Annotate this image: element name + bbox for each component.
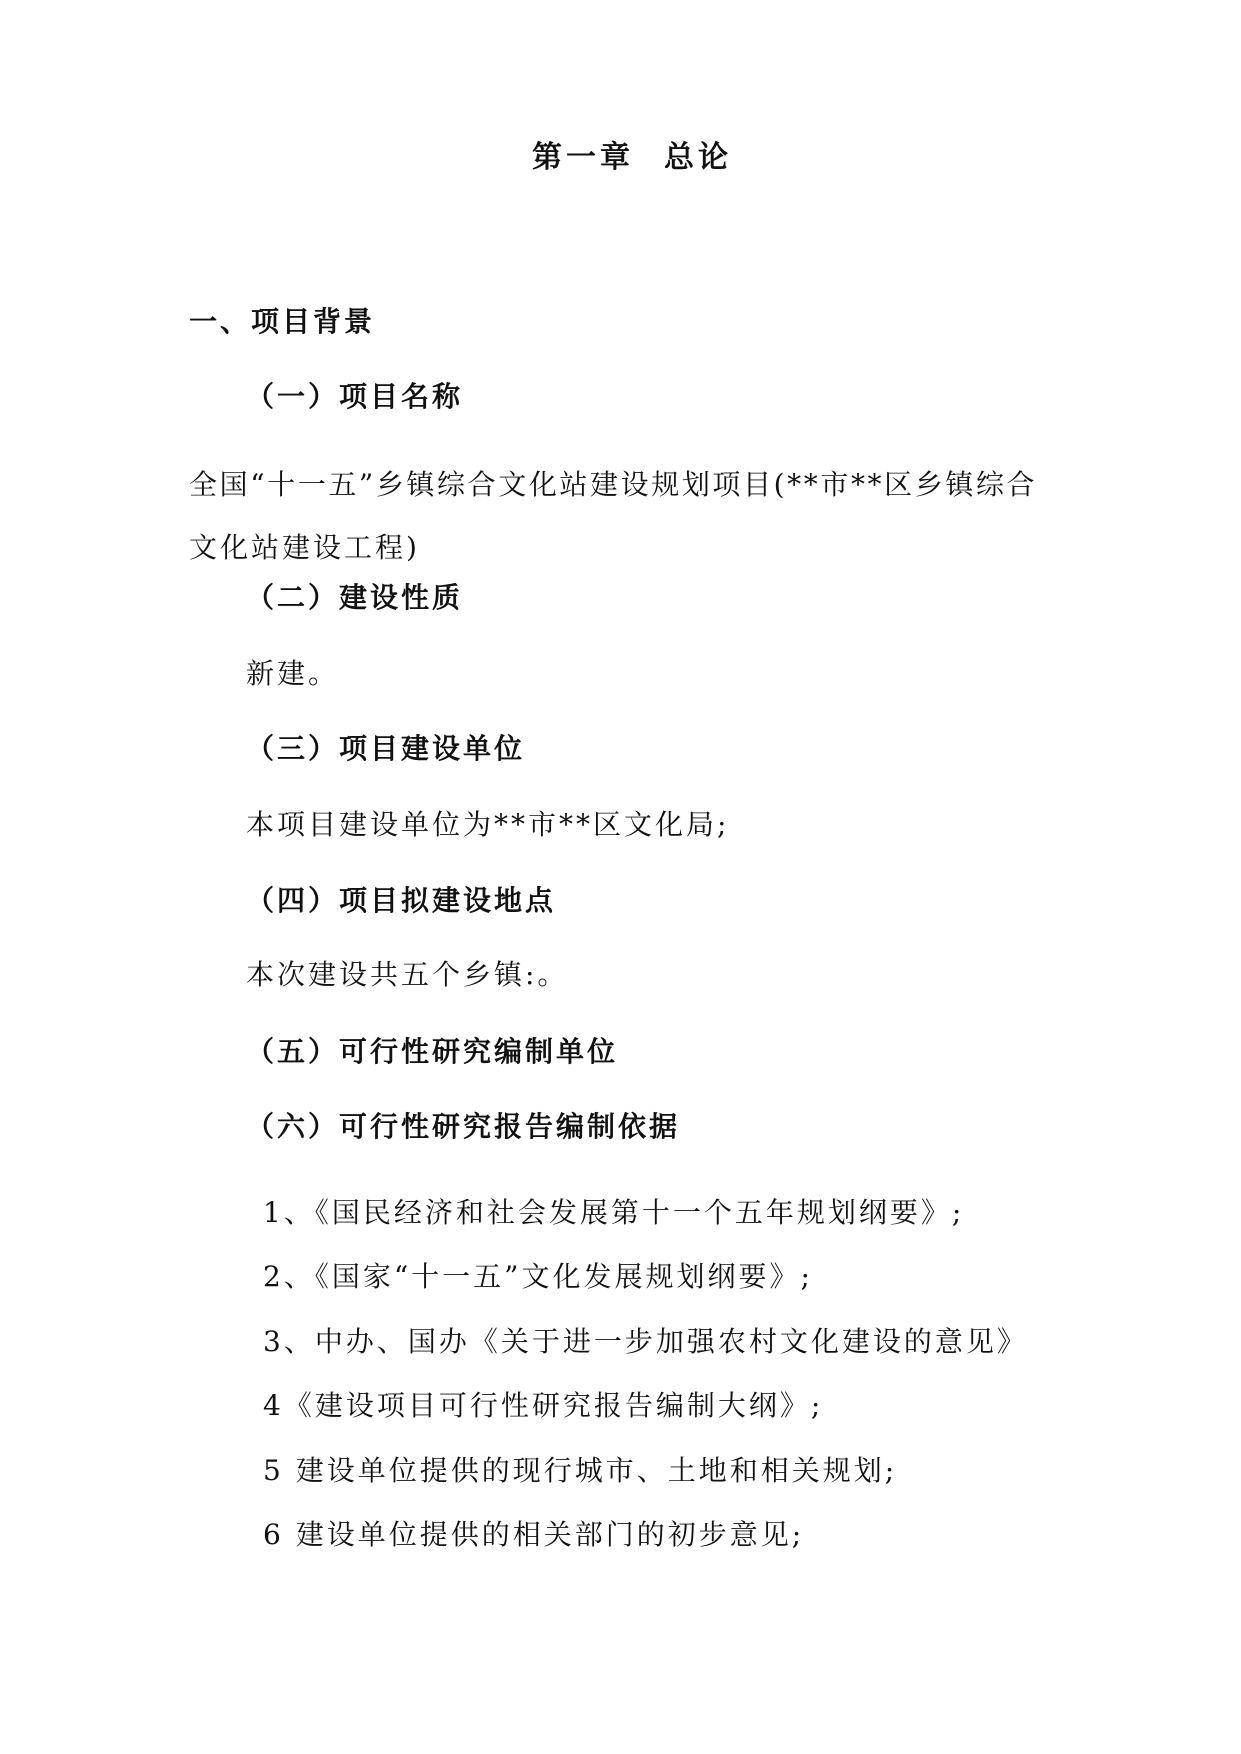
section-heading-background: 一、项目背景 bbox=[189, 305, 376, 338]
chapter-title bbox=[532, 138, 732, 178]
construction-site-text: 本次建设共五个乡镇:。 bbox=[246, 958, 569, 991]
chapter-number: 第一章 bbox=[532, 140, 634, 175]
basis-list-item: 6 建设单位提供的相关部门的初步意见; bbox=[263, 1518, 805, 1551]
basis-list-item: 2、《国家“十一五”文化发展规划纲要》; bbox=[263, 1260, 813, 1293]
basis-list-item: 4《建设项目可行性研究报告编制大纲》; bbox=[263, 1389, 824, 1422]
subsection-heading-feasibility-basis: （六）可行性研究报告编制依据 bbox=[246, 1110, 681, 1143]
basis-list-item: 5 建设单位提供的现行城市、土地和相关规划; bbox=[263, 1454, 898, 1487]
construction-nature-text: 新建。 bbox=[246, 657, 340, 690]
project-name-line-1: 全国“十一五”乡镇综合文化站建设规划项目(**市**区乡镇综合 bbox=[189, 468, 1038, 501]
basis-list-item: 1、《国民经济和社会发展第十一个五年规划纲要》; bbox=[263, 1196, 965, 1229]
subsection-heading-feasibility-unit: （五）可行性研究编制单位 bbox=[246, 1035, 619, 1068]
subsection-heading-construction-nature: （二）建设性质 bbox=[246, 581, 464, 614]
chapter-name: 总论 bbox=[664, 140, 732, 175]
subsection-heading-construction-site: （四）项目拟建设地点 bbox=[246, 884, 557, 917]
basis-list-item: 3、中办、国办《关于进一步加强农村文化建设的意见》 bbox=[263, 1325, 1028, 1358]
subsection-heading-construction-unit: （三）项目建设单位 bbox=[246, 732, 526, 765]
construction-unit-text: 本项目建设单位为**市**区文化局; bbox=[246, 808, 730, 841]
subsection-heading-project-name: （一）项目名称 bbox=[246, 380, 464, 413]
project-name-line-2: 文化站建设工程) bbox=[189, 531, 420, 564]
